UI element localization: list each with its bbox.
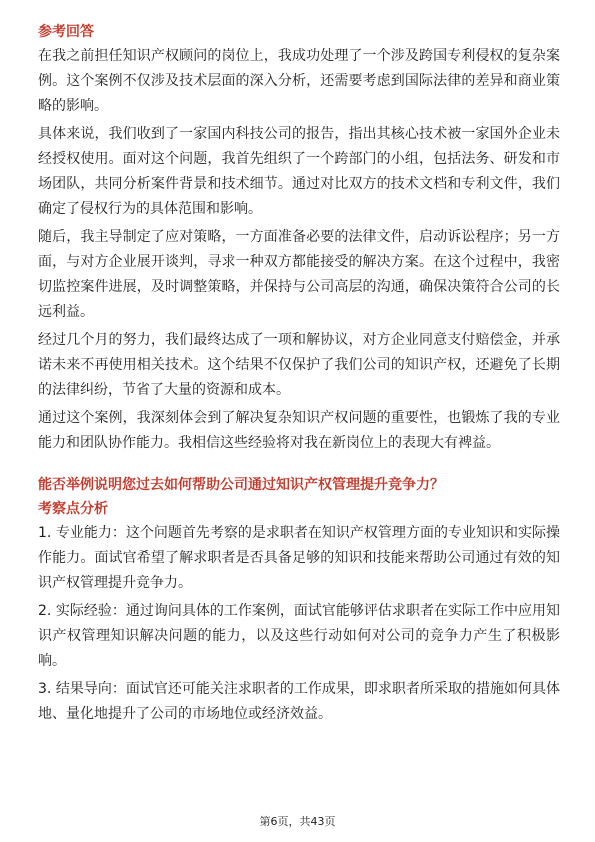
answer-paragraph: 通过这个案例，我深刻体会到了解决复杂知识产权问题的重要性，也锻炼了我的专业能力和团队协作能力。我相信这些经验将对我在新岗位上的表现大有裨益。 [38, 410, 560, 451]
page-number: 第6页，共43页 [259, 815, 336, 828]
analysis-point: 2. 实际经验：通过询问具体的工作案例，面试官能够评估求职者在实际工作中应用知识产权管理知识解决问题的能力，以及这些行动如何对公司的竞争力产生了积极影响。 [38, 603, 560, 669]
answer-paragraph: 具体来说，我们收到了一家国内科技公司的报告，指出其核心技术被一家国外企业未经授权使用。面对这个问题，我首先组织了一个跨部门的小组，包括法务、研发和市场团队，共同分析案件背景和技术细节。通过对比双方的技术文档和专利文件，我们确定了侵权行为的具体范围和影响。 [38, 126, 560, 217]
section-spacer [38, 459, 560, 473]
analysis-point: 3. 结果导向：面试官还可能关注求职者的工作成果，即求职者所采取的措施如何具体地、量化地提升了公司的市场地位或经济效益。 [38, 681, 560, 722]
document-page [38, 20, 560, 730]
analysis-point: 1. 专业能力：这个问题首先考察的是求职者在知识产权管理方面的专业知识和实际操作能力。面试官希望了解求职者是否具备足够的知识和技能来帮助公司通过有效的知识产权管理提升竞争力。 [38, 525, 560, 591]
answer-paragraph: 在我之前担任知识产权顾问的岗位上，我成功处理了一个涉及跨国专利侵权的复杂案例。这个案例不仅涉及技术层面的深入分析，还需要考虑到国际法律的差异和商业策略的影响。 [38, 48, 560, 114]
answer-paragraph: 经过几个月的努力，我们最终达成了一项和解协议，对方企业同意支付赔偿金，并承诺未来不再使用相关技术。这个结果不仅保护了我们公司的知识产权，还避免了长期的法律纠纷，节省了大量的资源和成本。 [38, 332, 560, 398]
answer-heading: 参考回答 [38, 24, 94, 40]
interview-question: 能否举例说明您过去如何帮助公司通过知识产权管理提升竞争力？ [38, 477, 444, 493]
analysis-heading: 考察点分析 [38, 501, 108, 517]
answer-paragraph: 随后，我主导制定了应对策略，一方面准备必要的法律文件，启动诉讼程序；另一方面，与对方企业展开谈判，寻求一种双方都能接受的解决方案。在这个过程中，我密切监控案件进展，及时调整策略，并保持与公司高层的沟通，确保决策符合公司的长远利益。 [38, 229, 560, 320]
